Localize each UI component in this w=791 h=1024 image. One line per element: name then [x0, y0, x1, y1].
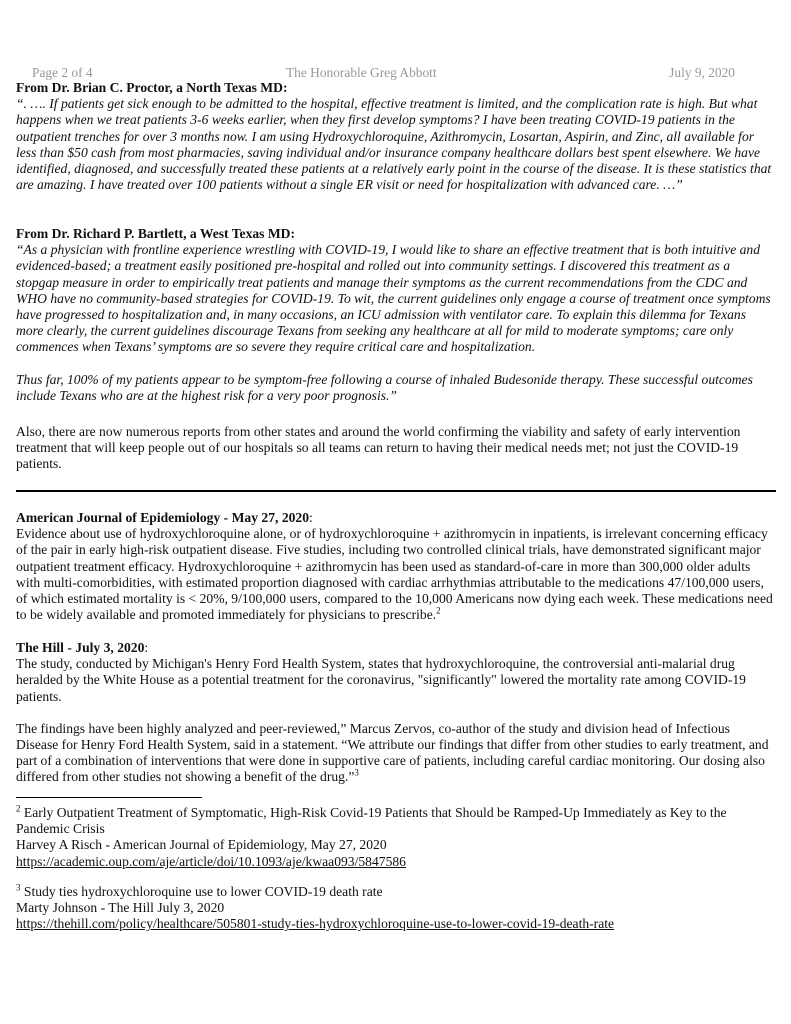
- aje-body-text: Evidence about use of hydroxychloroquine alone, or of hydroxychloroquine + azithromycin in inpatients, is irrelevant concerning efficacy of the pair in early high-risk outpatient disease. Five studies, including two controlled clinical trials, have demonstrated significant major outpatient treatment efficacy. Hydroxychloroquine + azithromycin has been used as standard-of-care in more than 300,000 older adults with multi-comorbidities, with estimated proportion diagnosed with cardiac arrhythmias attributable to the medications 47/100,000 users, of which estimated mortality is < 20%, 9/100,000 users, compared to the 10,000 Americans now dying each week. These medications need to be widely available and promoted immediately for physicians to prescribe.: [16, 526, 773, 623]
- footnote-2: [16, 805, 774, 870]
- running-header: [32, 65, 735, 81]
- aje-body: [16, 526, 774, 623]
- bartlett-section: [16, 226, 774, 404]
- bartlett-quote-1: “As a physician with frontline experience wrestling with COVID-19, I would like to share an effective treatment that is both intuitive and evidenced-based; a treatment easily positioned pre-hospital and rolled out into community settings. I discovered this treatment as a stopgap measure in order to empirically treat patients and manage their symptoms as the current recommendations from the CDC and WHO have no community-based strategies for COVID-19. To wit, the current guidelines only engage a course of treatment once symptoms have progressed to hospitalization and, in many occasions, an ICU admission with ventilator care. To explain this dilemma for Texans more clearly, the current guidelines discourage Texans from seeking any healthcare at all for mild to moderate symptoms; care only commences when Texans’ symptoms are so severe they require critical care and hospitalization.: [16, 242, 771, 355]
- footnote-3-link[interactable]: https://thehill.com/policy/healthcare/505801-study-ties-hydroxychloroquine-use-to-lower-covid-19-death-rate: [16, 916, 615, 932]
- also-text: Also, there are now numerous reports from other states and around the world confirming the viability and safety of early intervention treatment that will keep people out of our hospitals so all teams can return to having their medical needs met; not just the COVID-19 patients.: [16, 424, 741, 472]
- footnote-3-source: Marty Johnson - The Hill July 3, 2020: [16, 900, 225, 916]
- bartlett-heading: From Dr. Richard P. Bartlett, a West Texas MD:: [16, 226, 296, 241]
- header-date: July 9, 2020: [669, 65, 735, 80]
- aje-heading: American Journal of Epidemiology - May 27, 2020: [16, 510, 310, 525]
- hill-body-2-text: The findings have been highly analyzed and peer-reviewed,” Marcus Zervos, co-author of the study and division head of Infectious Disease for Henry Ford Health System, said in a statement. “We attribute our findings that differ from other studies to early treatment, and part of a combination of interventions that were done in supportive care of patients, including careful cardiac monitoring. Our dosing also differed from other studies not showing a benefit of the drug.”: [16, 720, 769, 785]
- hill-section: [16, 640, 774, 786]
- hill-colon: :: [144, 640, 149, 655]
- also-paragraph: [16, 424, 774, 473]
- hill-footnote-ref[interactable]: 3: [354, 767, 359, 778]
- section-divider: [16, 490, 776, 492]
- footnote-2-source: Harvey A Risch - American Journal of Epidemiology, May 27, 2020: [16, 837, 387, 853]
- footnote-3-number: 3: [16, 882, 21, 893]
- hill-heading: The Hill - July 3, 2020: [16, 640, 145, 655]
- proctor-section: [16, 80, 774, 193]
- header-recipient: The Honorable Greg Abbott: [286, 65, 437, 80]
- footnote-separator: [16, 797, 202, 798]
- hill-body-2: [16, 721, 774, 786]
- footnote-2-link[interactable]: https://academic.oup.com/aje/article/doi/10.1093/aje/kwaa093/5847586: [16, 853, 406, 869]
- aje-section: [16, 510, 774, 623]
- bartlett-quote-2: Thus far, 100% of my patients appear to be symptom-free following a course of inhaled Budesonide therapy. These successful outcomes include Texans who are at the highest risk for a very poor prognosis.”: [16, 371, 753, 403]
- footnote-3-title: Study ties hydroxychloroquine use to lower COVID-19 death rate: [23, 884, 383, 899]
- footnote-3: [16, 884, 774, 933]
- proctor-quote: “. …. If patients get sick enough to be admitted to the hospital, effective treatment is limited, and the complication rate is high. But what happens when we treat patients 3-6 weeks earlier, when they first develop symptoms? I have been treating COVID-19 patients in the outpatient trenches for over 3 months now. I am using Hydroxychloroquine, Azithromycin, Losartan, Aspirin, and Zinc, all available for less than $50 cash from most pharmacies, saving individual and/or insurance company healthcare dollars best spent elsewhere. We have identified, diagnosed, and successfully treated these patients at a relatively early point in the course of the disease. It is these statistics that are amazing. I have treated over 100 patients without a single ER visit or need for hospitalization with advanced care. …”: [16, 96, 772, 193]
- aje-footnote-ref[interactable]: 2: [436, 605, 441, 616]
- page-number: Page 2 of 4: [32, 65, 93, 80]
- footnote-2-title: Early Outpatient Treatment of Symptomatic, High-Risk Covid-19 Patients that Should be Ramped-Up Immediately as Key to the Pandemic Crisis: [16, 805, 727, 837]
- footnote-2-number: 2: [16, 803, 21, 814]
- aje-colon: :: [309, 510, 313, 525]
- hill-body-1: The study, conducted by Michigan's Henry Ford Health System, states that hydroxychloroquine, the controversial anti-malarial drug heralded by the White House as a potential treatment for the coronavirus, "significantly" lowered the mortality rate among COVID-19 patients.: [16, 656, 746, 704]
- proctor-heading: From Dr. Brian C. Proctor, a North Texas MD:: [16, 80, 288, 95]
